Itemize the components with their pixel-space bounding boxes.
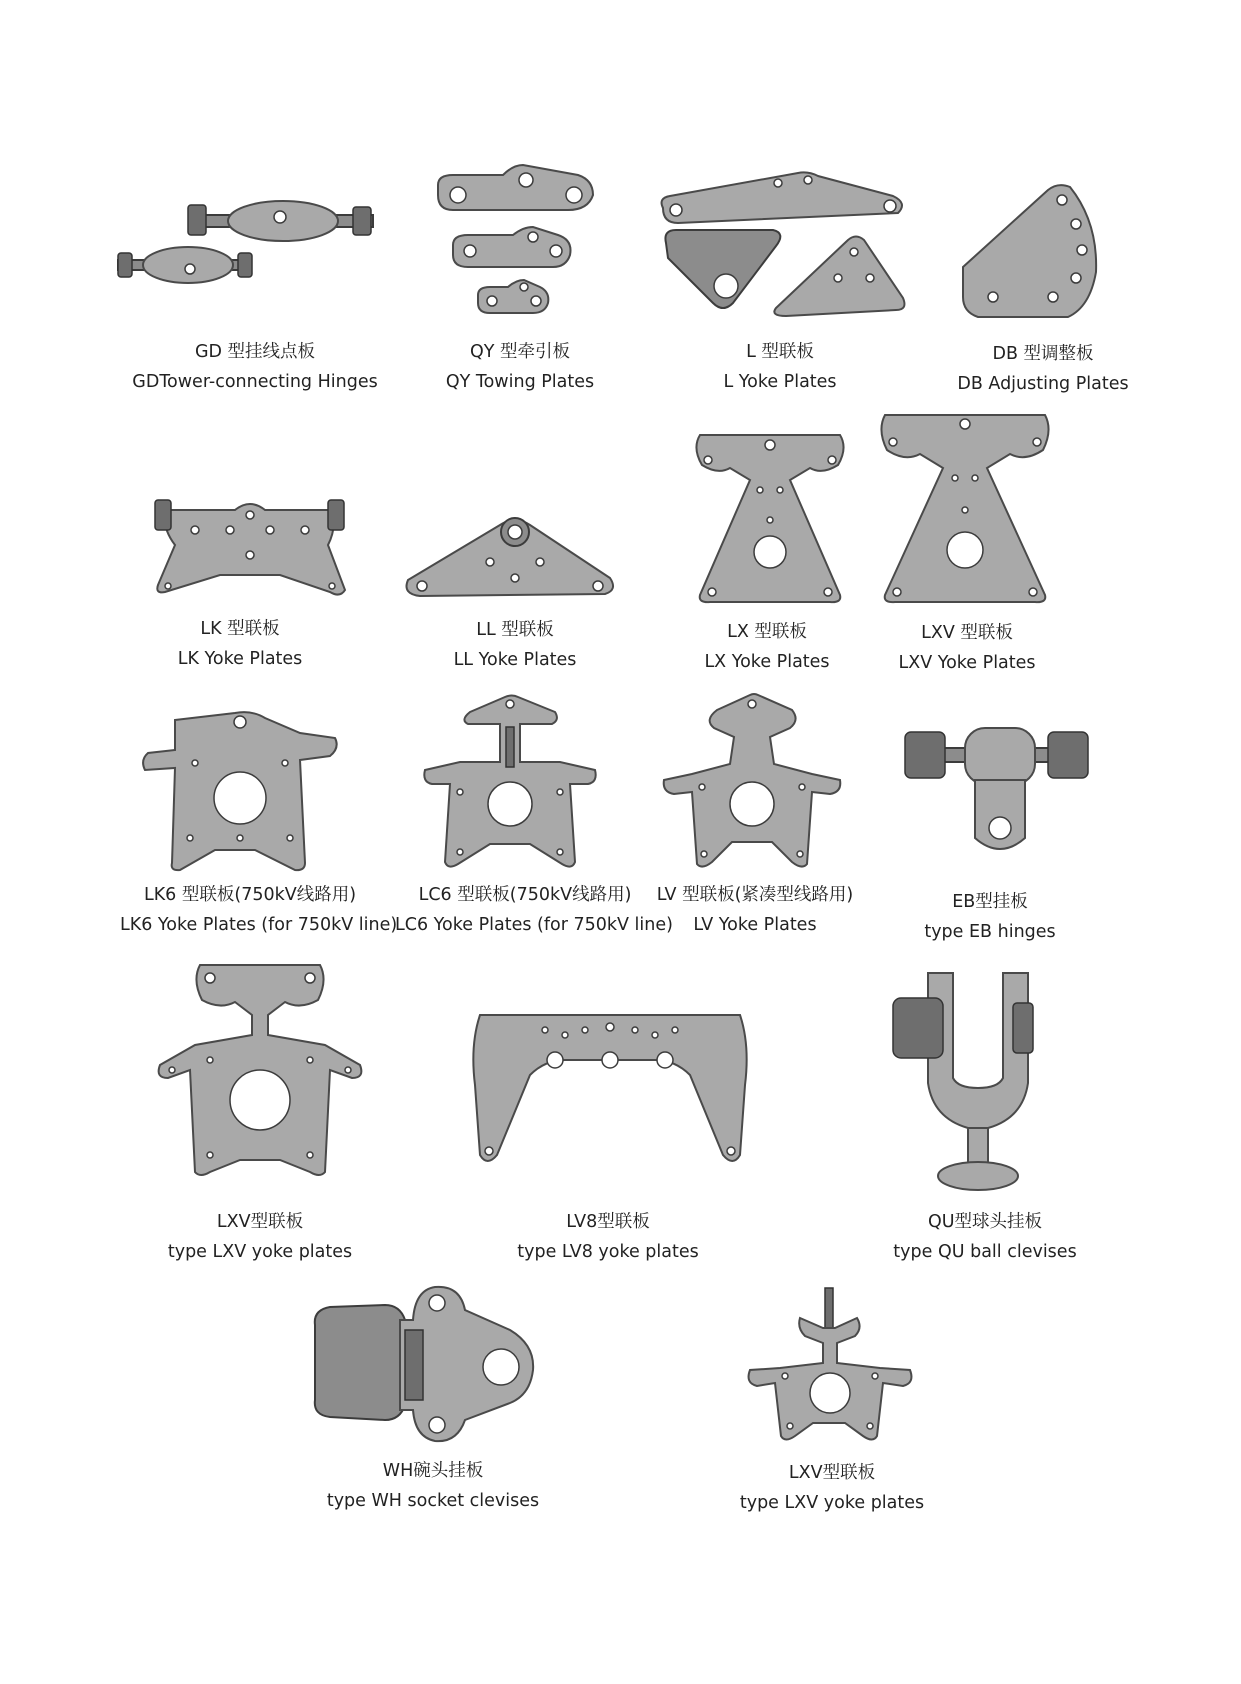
caption-en: L Yoke Plates	[723, 372, 837, 392]
qy-plate-icon	[428, 165, 598, 325]
caption-en: type WH socket clevises	[326, 1491, 540, 1511]
caption-zh: LV 型联板(紧凑型线路用)	[656, 885, 854, 905]
caption-en: type LXV yoke plates	[167, 1242, 353, 1262]
caption-zh: LK6 型联板(750kV线路用)	[143, 885, 357, 905]
caption-en: DB Adjusting Plates	[957, 374, 1129, 394]
eb-hinge-icon	[900, 720, 1100, 860]
ll-yoke-icon	[400, 510, 620, 600]
caption-en: LK Yoke Plates	[177, 649, 303, 669]
caption-en: LV Yoke Plates	[693, 915, 817, 935]
qu-ball-clevis-icon	[888, 968, 1038, 1193]
caption-zh: LX 型联板	[727, 622, 807, 642]
caption-en: type QU ball clevises	[893, 1242, 1077, 1262]
lxv-yoke-icon	[875, 410, 1055, 605]
caption-zh: QU型球头挂板	[927, 1212, 1043, 1232]
caption-en: QY Towing Plates	[445, 372, 595, 392]
caption-en: type EB hinges	[924, 922, 1056, 942]
caption-zh: L 型联板	[746, 342, 814, 362]
caption-zh: QY 型牵引板	[469, 342, 571, 362]
caption-zh: LXV 型联板	[921, 623, 1013, 643]
gd-hinge-icon	[118, 195, 388, 295]
wh-socket-clevis-icon	[305, 1285, 540, 1445]
lv-yoke-icon	[662, 692, 842, 872]
caption-en: LXV Yoke Plates	[898, 653, 1036, 673]
caption-en: type LV8 yoke plates	[517, 1242, 699, 1262]
lxv-large-yoke-icon	[150, 960, 370, 1180]
caption-zh: GD 型挂线点板	[194, 342, 316, 362]
caption-zh: LXV型联板	[788, 1463, 876, 1483]
caption-zh: LC6 型联板(750kV线路用)	[418, 885, 632, 905]
caption-zh: EB型挂板	[952, 892, 1028, 912]
caption-en: GDTower-connecting Hinges	[132, 372, 378, 392]
caption-en: LX Yoke Plates	[704, 652, 830, 672]
l-yoke-icon	[658, 168, 918, 318]
lv8-yoke-icon	[465, 1005, 755, 1170]
caption-en: LC6 Yoke Plates (for 750kV line)	[395, 915, 673, 935]
db-plate-icon	[958, 182, 1108, 322]
caption-zh: LXV型联板	[216, 1212, 304, 1232]
caption-zh: WH碗头挂板	[382, 1461, 484, 1481]
lxv-small-yoke-icon	[745, 1288, 915, 1443]
caption-en: LK6 Yoke Plates (for 750kV line)	[120, 915, 398, 935]
lx-yoke-icon	[690, 430, 850, 605]
caption-en: type LXV yoke plates	[739, 1493, 925, 1513]
caption-zh: LV8型联板	[566, 1212, 650, 1232]
caption-zh: LL 型联板	[476, 620, 554, 640]
caption-zh: LK 型联板	[200, 619, 280, 639]
caption-zh: DB 型调整板	[992, 344, 1094, 364]
caption-en: LL Yoke Plates	[453, 650, 577, 670]
lc6-yoke-icon	[420, 692, 600, 872]
lk6-yoke-icon	[140, 708, 340, 873]
lk-yoke-icon	[150, 490, 350, 600]
